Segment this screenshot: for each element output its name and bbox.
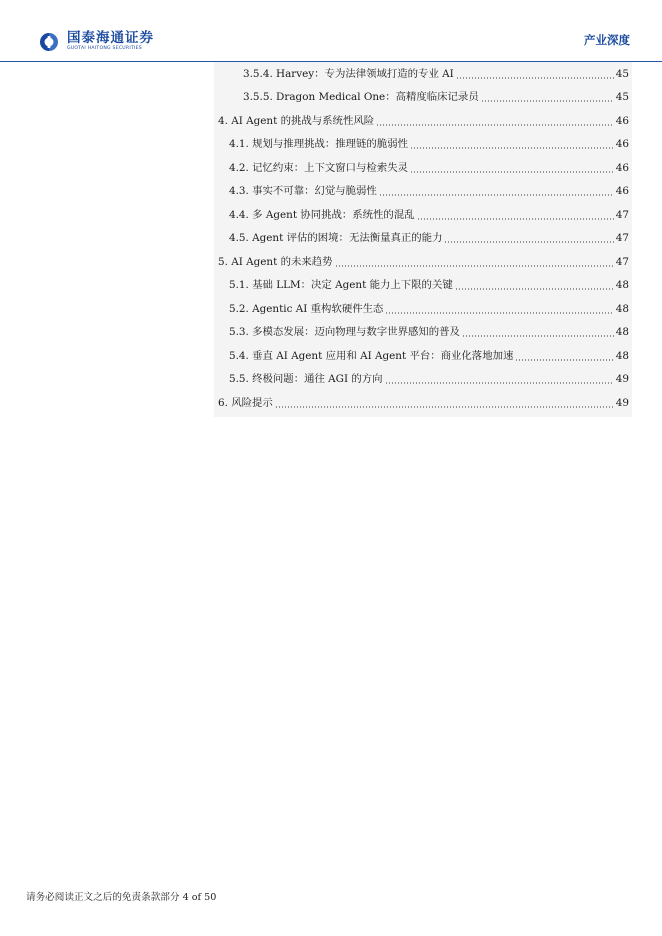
toc-dot-leader [456, 77, 614, 79]
logo-english-name: GUOTAI HAITONG SECURITIES [67, 46, 142, 51]
page-footer [26, 889, 216, 903]
toc-dot-leader [444, 241, 613, 243]
toc-entry-page: 46 [615, 185, 629, 198]
toc-entry-title: 5. AI Agent 的未来趋势 [218, 255, 333, 268]
toc-entry-page: 45 [615, 91, 629, 104]
toc-entry-title: 5.1. 基础 LLM：决定 Agent 能力上下限的关键 [229, 279, 453, 292]
toc-entry-title: 4. AI Agent 的挑战与系统性风险 [218, 114, 375, 127]
toc-entry-page: 47 [615, 255, 629, 268]
toc-entry[interactable] [229, 297, 632, 321]
toc-entry-page: 45 [615, 67, 629, 80]
company-logo [36, 31, 154, 52]
toc-dot-leader [385, 382, 614, 384]
footer-disclaimer: 请务必阅读正文之后的免责条款部分 [26, 892, 180, 903]
toc-entry-page: 48 [615, 279, 629, 292]
toc-entry-title: 5.3. 多模态发展：迈向物理与数字世界感知的普及 [229, 326, 460, 339]
toc-entry-page: 46 [615, 161, 629, 174]
toc-entry[interactable] [243, 62, 632, 86]
toc-entry-title: 5.4. 垂直 AI Agent 应用和 AI Agent 平台：商业化落地加速 [229, 349, 514, 362]
toc-dot-leader [410, 171, 614, 173]
toc-entry-page: 48 [615, 349, 629, 362]
toc-dot-leader [385, 312, 613, 314]
toc-entry-title: 4.2. 记忆约束：上下文窗口与检索失灵 [229, 161, 408, 174]
toc-entry[interactable] [229, 180, 632, 204]
logo-emblem-icon [36, 32, 62, 52]
toc-dot-leader [481, 100, 614, 102]
toc-entry[interactable] [229, 321, 632, 345]
toc-entry-page: 47 [615, 208, 629, 221]
toc-entry-title: 4.1. 规划与推理挑战：推理链的脆弱性 [229, 138, 408, 151]
logo-chinese-name: 国泰海通证券 [67, 30, 154, 46]
toc-entry-page: 48 [615, 326, 629, 339]
toc-entry[interactable] [229, 133, 632, 157]
toc-entry-title: 5.2. Agentic AI 重构软硬件生态 [229, 302, 384, 315]
toc-entry[interactable] [229, 368, 632, 392]
toc-entry[interactable] [243, 86, 632, 110]
toc-entry[interactable] [229, 344, 632, 368]
footer-page-number: 4 of 50 [182, 892, 217, 903]
table-of-contents [214, 62, 632, 417]
toc-entry-page: 49 [615, 396, 629, 409]
toc-entry[interactable] [218, 250, 632, 274]
toc-dot-leader [376, 124, 614, 126]
toc-entry-page: 46 [615, 138, 629, 151]
toc-dot-leader [275, 406, 614, 408]
toc-dot-leader [335, 265, 614, 267]
page-header [0, 0, 662, 62]
toc-entry-title: 4.5. Agent 评估的困境：无法衡量真正的能力 [229, 232, 443, 245]
toc-dot-leader [379, 194, 614, 196]
toc-entry-page: 49 [615, 373, 629, 386]
toc-dot-leader [515, 359, 613, 361]
toc-entry-page: 47 [615, 232, 629, 245]
toc-entry-title: 3.5.4. Harvey：专为法律领域打造的专业 AI [243, 67, 454, 80]
toc-dot-leader [410, 147, 614, 149]
toc-entry[interactable] [229, 227, 632, 251]
toc-entry[interactable] [229, 274, 632, 298]
toc-entry-title: 5.5. 终极问题：通往 AGI 的方向 [229, 373, 383, 386]
toc-dot-leader [417, 218, 614, 220]
toc-entry-title: 4.3. 事实不可靠：幻觉与脆弱性 [229, 185, 377, 198]
toc-dot-leader [455, 288, 614, 290]
toc-entry-title: 3.5.5. Dragon Medical One：高精度临床记录员 [243, 91, 479, 104]
toc-entry-page: 46 [615, 114, 629, 127]
toc-entry-title: 6. 风险提示 [218, 396, 273, 409]
report-type-label: 产业深度 [584, 33, 630, 47]
toc-entry[interactable] [218, 391, 632, 415]
toc-dot-leader [462, 335, 614, 337]
toc-entry-title: 4.4. 多 Agent 协同挑战：系统性的混乱 [229, 208, 415, 221]
toc-entry[interactable] [229, 156, 632, 180]
toc-entry-page: 48 [615, 302, 629, 315]
toc-entry[interactable] [229, 203, 632, 227]
toc-entry[interactable] [218, 109, 632, 133]
